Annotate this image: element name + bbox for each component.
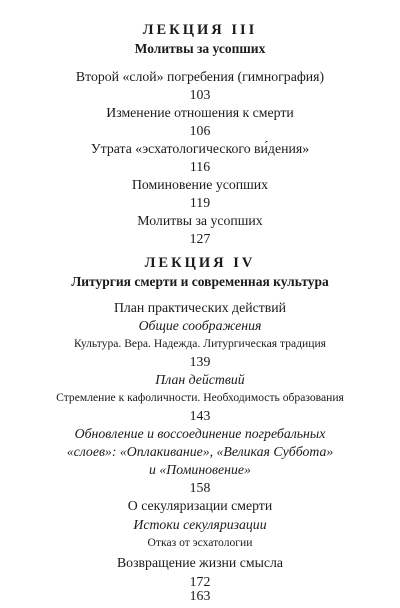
toc-secular-title: О секуляризации смерти xyxy=(127,498,273,513)
toc-renewal-line-2: «слоев»: «Оплакивание», «Великая Суббота» xyxy=(66,444,334,459)
lecture-3-subtitle: Молитвы за усопших xyxy=(134,41,266,56)
toc-renewal-line-3: и «Поминовение» xyxy=(149,462,251,477)
toc-sources-desc: Отказ от эсхатологии xyxy=(147,536,253,549)
toc-entry-title: Утрата «эсхатологического ви́дения» xyxy=(90,141,310,156)
toc-entry-page: 143 xyxy=(189,408,211,423)
toc-entry-page: 127 xyxy=(189,231,211,246)
toc-sources-title: Истоки секуляризации xyxy=(133,517,267,532)
lecture-4-heading: ЛЕКЦИЯ IV xyxy=(144,255,256,271)
toc-entry-page: 103 xyxy=(189,87,211,102)
toc-actions-title: План действий xyxy=(155,372,245,387)
toc-actions-desc: Стремление к кафоличности. Необходимость образования xyxy=(56,391,344,404)
toc-entry-page: 139 xyxy=(189,354,211,369)
toc-entry-page: 116 xyxy=(189,159,211,174)
toc-general-desc: Культура. Вера. Надежда. Литургическая традиция xyxy=(73,337,327,350)
lecture-3-heading: ЛЕКЦИЯ III xyxy=(142,22,258,38)
toc-plan-title: План практических действий xyxy=(113,300,287,315)
toc-meaning-title: Возвращение жизни смысла xyxy=(116,555,283,570)
toc-entry-title: Изменение отношения к смерти xyxy=(106,105,294,120)
toc-entry-page: 172 xyxy=(189,574,211,589)
toc-entry-page: 119 xyxy=(189,195,211,210)
toc-entry-page: 158 xyxy=(189,480,211,495)
toc-entry-title: Молитвы за усопших xyxy=(137,213,263,228)
toc-entry-page: 106 xyxy=(189,123,211,138)
lecture-4-subtitle: Литургия смерти и современная культура xyxy=(71,274,329,289)
toc-renewal-line-1: Обновление и воссоединение погребальных xyxy=(74,426,326,441)
toc-general-title: Общие соображения xyxy=(138,318,262,333)
toc-entry-title: Поминовение усопших xyxy=(131,177,269,192)
toc-entry-page: 163 xyxy=(189,588,211,603)
toc-entry-title: Второй «слой» погребения (гимнография) xyxy=(75,69,325,84)
